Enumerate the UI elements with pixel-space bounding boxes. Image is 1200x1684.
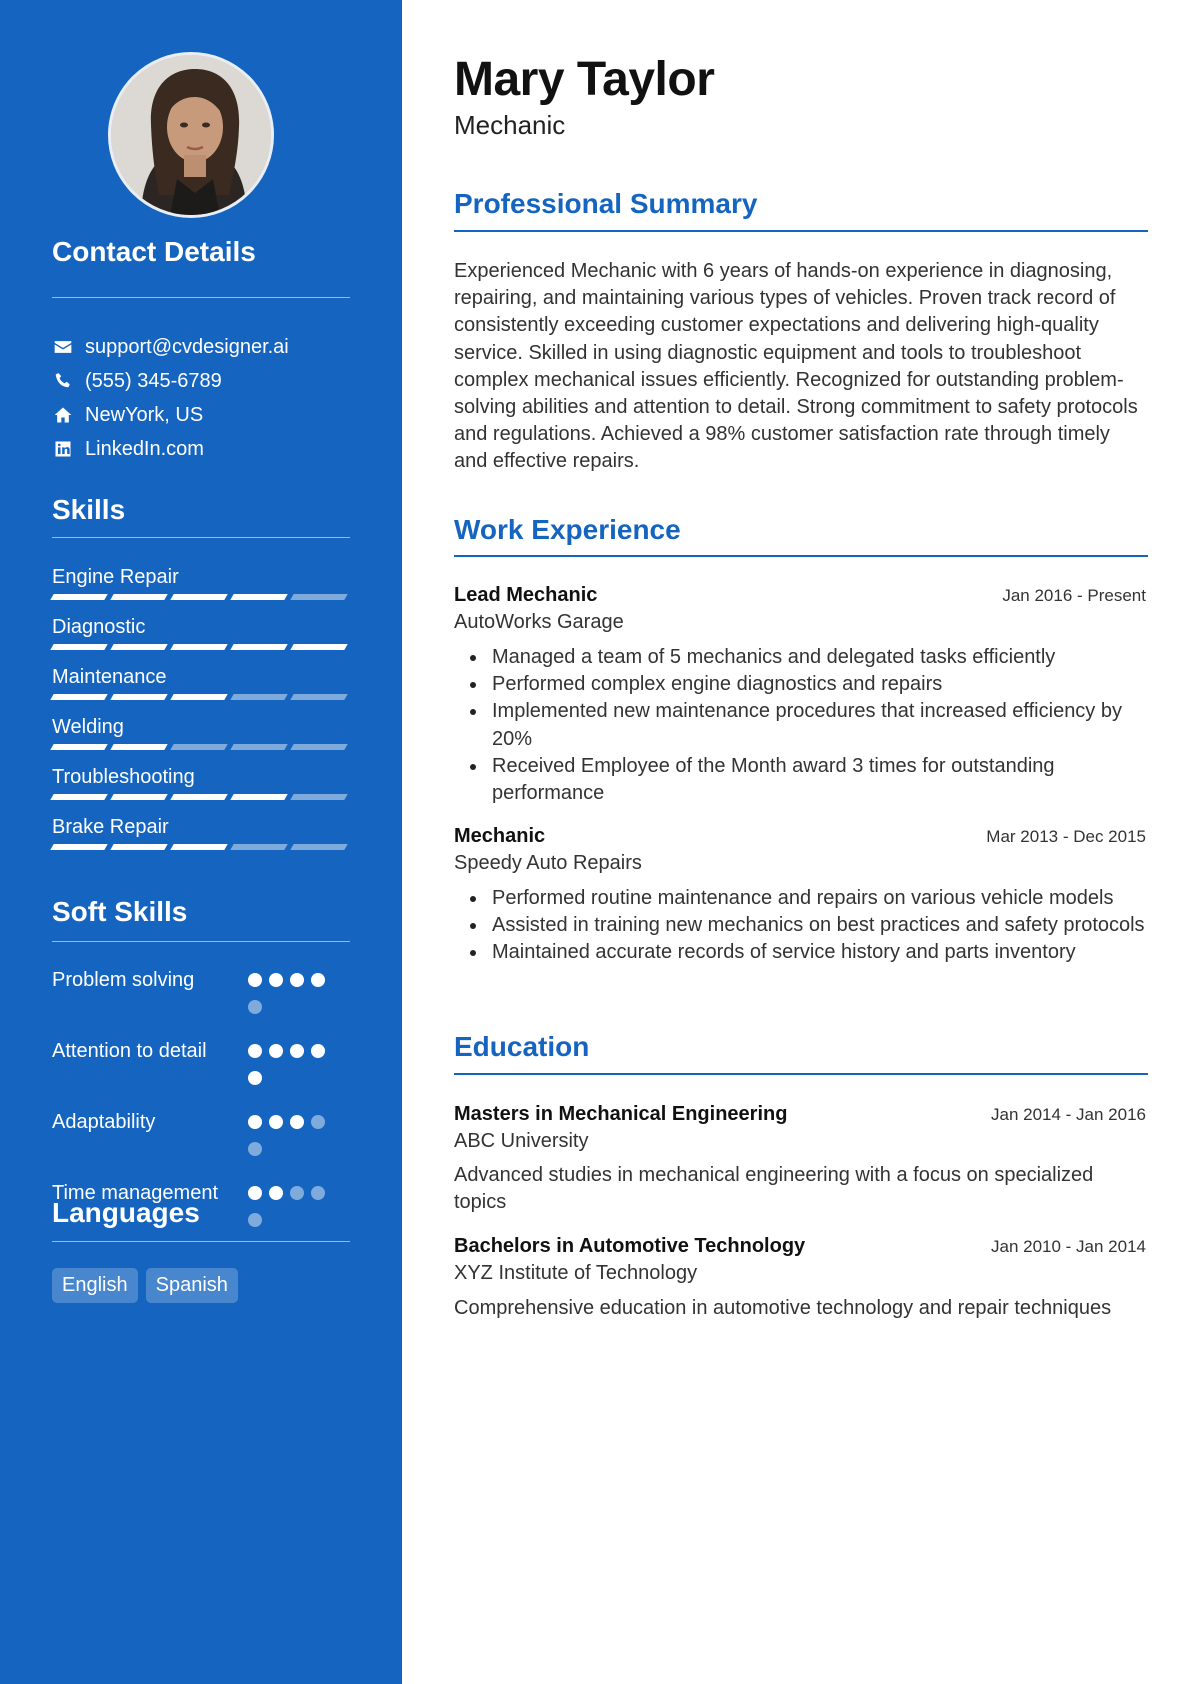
rating-dot [248,1071,262,1085]
linkedin-icon [52,438,74,460]
rating-dot [269,973,283,987]
soft-skill-item [52,1108,352,1169]
skill-level-segment [230,744,287,750]
skill-level-segment [110,744,167,750]
skill-item [52,664,352,714]
degree-date: Jan 2010 - Jan 2014 [990,1237,1146,1256]
summary-divider [454,230,1148,232]
skill-level-segment [50,744,107,750]
rating-dot [311,1044,325,1058]
rating-dot [311,1115,325,1129]
candidate-role: Mechanic [454,110,566,140]
skill-level-segment [170,594,227,600]
education-header [454,1235,1146,1258]
soft-skill-name: Time management [52,1182,218,1204]
home-icon [52,404,74,426]
rating-dot [248,1213,262,1227]
skill-level-segment [110,644,167,650]
skill-level-segment [230,794,287,800]
language-chip: English [52,1268,138,1303]
degree-description: Advanced studies in mechanical engineering with a focus on specialized topics [454,1164,1094,1214]
skills-divider [52,537,350,538]
soft-skill-item [52,966,352,1027]
skill-level-segment [290,794,347,800]
degree-title: Bachelors in Automotive Technology [454,1235,806,1257]
skill-level-segment [170,844,227,850]
languages-section-title: Languages [52,1197,200,1228]
skill-level-segment [290,594,347,600]
rating-dot [290,1115,304,1129]
list-item: Performed routine maintenance and repairs on various vehicle models [454,885,1148,912]
soft-skills-divider [52,941,350,942]
skill-name: Engine Repair [52,566,179,588]
envelope-icon [52,336,74,358]
skill-level-segment [290,744,347,750]
rating-dot [248,1142,262,1156]
skill-level-segment [230,694,287,700]
rating-dot [248,973,262,987]
skill-level-segment [230,594,287,600]
skill-level-segment [50,794,107,800]
skill-level-bar [52,694,352,700]
skill-level-segment [290,644,347,650]
rating-dot [269,1044,283,1058]
skill-level-segment [170,794,227,800]
contact-email-text: support@cvdesigner.ai [85,335,289,358]
contact-phone[interactable] [52,364,352,398]
skill-item [52,814,352,864]
contact-linkedin[interactable] [52,432,352,466]
job-date: Jan 2016 - Present [1002,586,1146,605]
skill-level-segment [50,694,107,700]
rating-dot [311,1186,325,1200]
rating-dot [248,1115,262,1129]
job-header [454,584,1146,607]
rating-dot [290,1044,304,1058]
avatar [108,52,274,218]
languages-list [52,1268,238,1303]
rating-dot [248,1000,262,1014]
experience-divider [454,555,1148,557]
skill-name: Troubleshooting [52,766,195,788]
skill-item [52,714,352,764]
rating-dot [290,1186,304,1200]
language-chip: Spanish [146,1268,238,1303]
skill-level-segment [50,844,107,850]
skill-level-segment [290,844,347,850]
soft-skill-rating [248,1108,338,1169]
skill-level-segment [290,694,347,700]
education-header [454,1103,1146,1126]
degree-title: Masters in Mechanical Engineering [454,1103,788,1125]
skill-level-segment [110,594,167,600]
skill-item [52,764,352,814]
skill-item [52,564,352,614]
degree-description: Comprehensive education in automotive technology and repair techniques [454,1297,1112,1319]
education-section-title: Education [454,1031,590,1062]
skill-level-bar [52,594,352,600]
contact-section-title: Contact Details [52,236,256,267]
skill-level-segment [230,644,287,650]
soft-skill-name: Adaptability [52,1111,156,1133]
summary-section-title: Professional Summary [454,188,758,219]
job-title: Lead Mechanic [454,584,598,606]
skill-level-segment [230,844,287,850]
skill-name: Brake Repair [52,816,169,838]
job-bullets [454,885,1148,967]
skill-level-segment [110,694,167,700]
contact-linkedin-text: LinkedIn.com [85,437,204,460]
rating-dot [290,973,304,987]
candidate-name: Mary Taylor [454,53,715,106]
languages-divider [52,1241,350,1242]
skill-level-segment [110,844,167,850]
list-item: Managed a team of 5 mechanics and delegated tasks efficiently [454,644,1148,671]
summary-text: Experienced Mechanic with 6 years of hands-on experience in diagnosing, repairing, and maintaining various types of vehicles. Proven track record of consistently exceeding customer expectations and delivering high-quality service. Skilled in using diagnostic equipment and tools to troubleshoot complex mechanical issues efficiently. Recognized for outstanding problem-solving abilities and attention to detail. Strong commitment to safety protocols and regulations. Achieved a 98% customer satisfaction rate through timely and effective repairs. [454,260,1138,473]
skill-level-bar [52,744,352,750]
rating-dot [248,1186,262,1200]
soft-skill-rating [248,1179,338,1240]
profile-photo [111,55,274,218]
rating-dot [269,1115,283,1129]
skill-level-bar [52,794,352,800]
rating-dot [269,1186,283,1200]
skills-list [52,564,352,864]
skill-level-segment [170,744,227,750]
soft-skill-item [52,1037,352,1098]
soft-skill-name: Problem solving [52,969,195,991]
education-divider [454,1073,1148,1075]
job-header [454,825,1146,848]
contact-location-text: NewYork, US [85,403,204,426]
skill-level-segment [50,594,107,600]
skill-name: Diagnostic [52,616,146,638]
rating-dot [248,1044,262,1058]
job-title: Mechanic [454,825,546,847]
soft-skills-section-title: Soft Skills [52,896,188,927]
list-item: Maintained accurate records of service history and parts inventory [454,939,1148,966]
skill-item [52,614,352,664]
contact-divider [52,297,350,298]
skill-level-bar [52,844,352,850]
job-bullets [454,644,1148,807]
soft-skill-rating [248,1037,338,1098]
job-company: Speedy Auto Repairs [454,852,642,874]
skill-level-segment [170,694,227,700]
job-company: AutoWorks Garage [454,611,624,633]
list-item: Implemented new maintenance procedures that increased efficiency by 20% [454,698,1148,752]
experience-section-title: Work Experience [454,514,681,545]
skill-level-bar [52,644,352,650]
skill-name: Welding [52,716,124,738]
sidebar [0,0,402,1684]
skill-name: Maintenance [52,666,167,688]
skill-level-segment [170,644,227,650]
list-item: Assisted in training new mechanics on best practices and safety protocols [454,912,1148,939]
rating-dot [311,973,325,987]
list-item: Performed complex engine diagnostics and repairs [454,671,1148,698]
contact-phone-text: (555) 345-6789 [85,369,222,392]
skills-section-title: Skills [52,494,126,525]
skill-level-segment [50,644,107,650]
phone-icon [52,370,74,392]
list-item: Received Employee of the Month award 3 times for outstanding performance [454,753,1148,807]
contact-email[interactable] [52,330,352,364]
contact-location [52,398,352,432]
contact-list [52,330,352,466]
job-date: Mar 2013 - Dec 2015 [986,827,1146,846]
soft-skill-rating [248,966,338,1027]
school-name: XYZ Institute of Technology [454,1262,698,1284]
school-name: ABC University [454,1130,589,1152]
degree-date: Jan 2014 - Jan 2016 [990,1105,1146,1124]
soft-skill-name: Attention to detail [52,1040,207,1062]
skill-level-segment [110,794,167,800]
